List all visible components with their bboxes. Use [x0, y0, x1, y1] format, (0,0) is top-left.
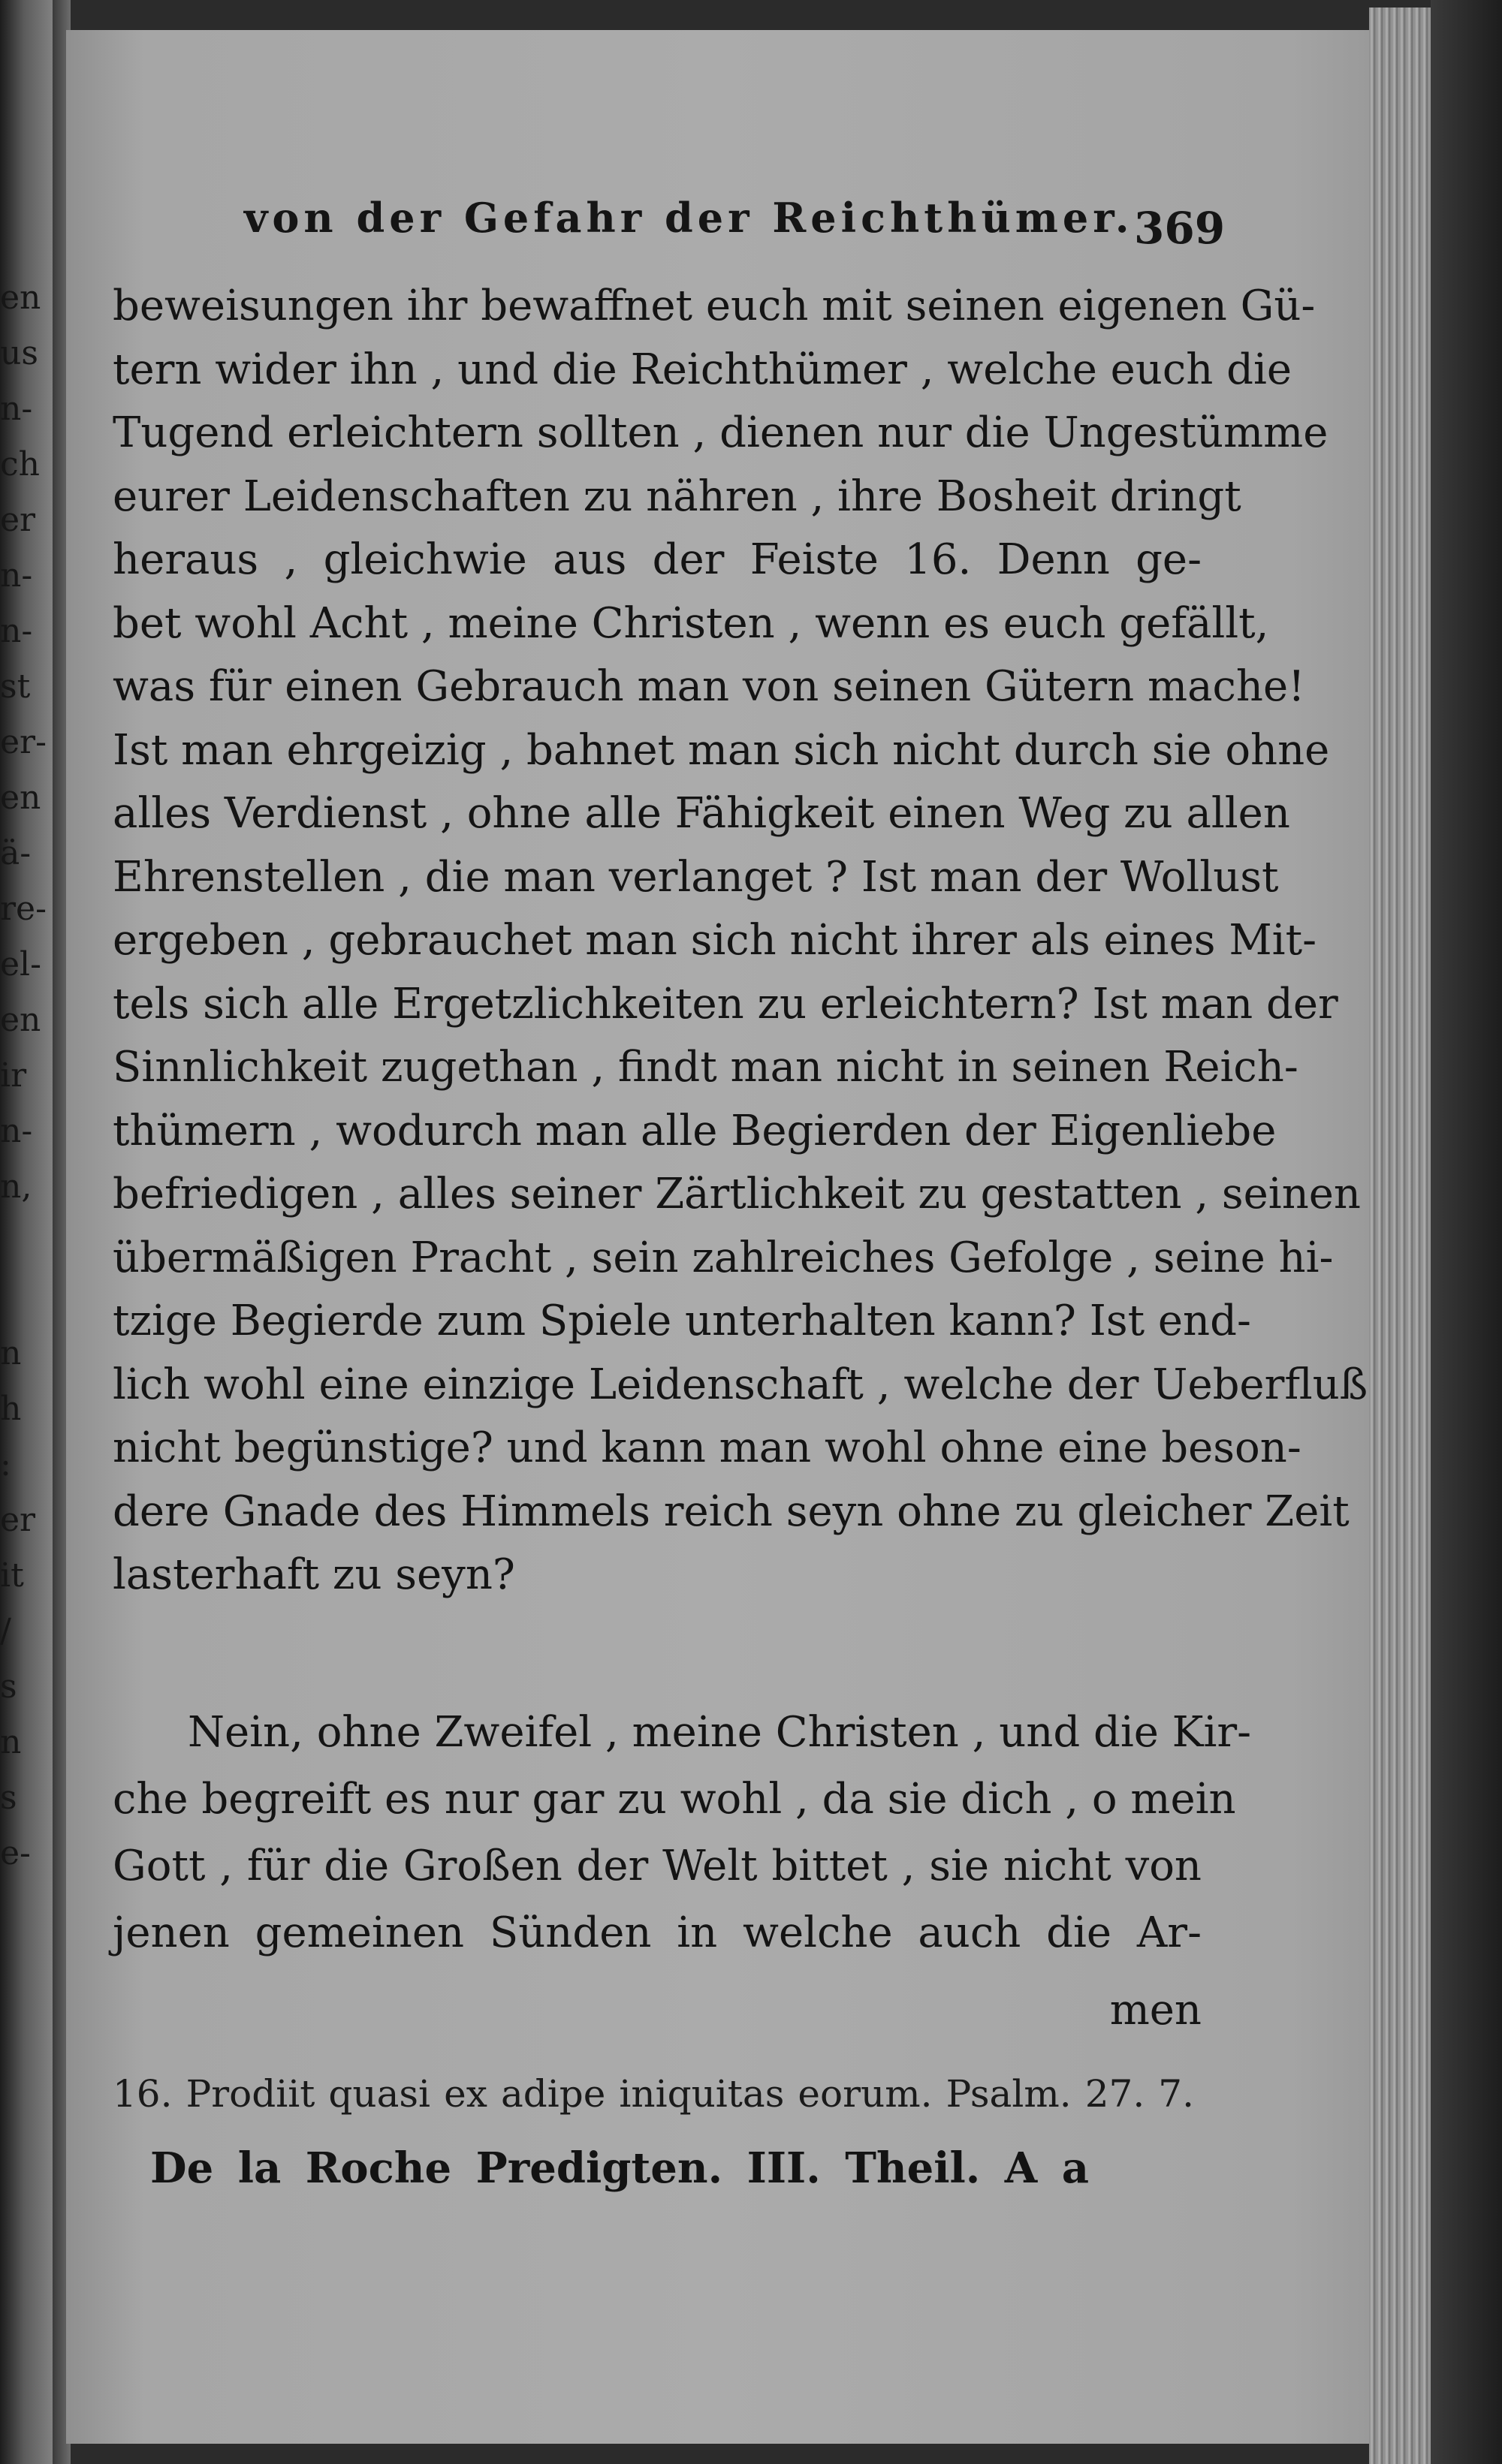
left-page-fragment: s: [0, 1779, 17, 1817]
left-page-fragment: [0, 1270, 53, 1326]
left-page-fragment: el-: [0, 945, 41, 983]
text-line: Ist man ehrgeizig , bahnet man sich nicht durch sie ohne: [113, 725, 1330, 775]
left-page-fragment: :: [0, 1445, 11, 1484]
left-page-fragment: /: [0, 1612, 11, 1650]
footnote: 16. Prodiit quasi ex adipe iniquitas eorum. Psalm. 27. 7.: [113, 2072, 1194, 2116]
running-title: von der Gefahr der Reichthümer.: [244, 194, 1134, 242]
left-page-fragment: n-: [0, 556, 33, 595]
left-page-fragment: n,: [0, 1167, 32, 1206]
left-page-fragment: ä-: [0, 834, 32, 872]
left-page-fragment: s: [0, 1667, 17, 1706]
left-page-fragment: n-: [0, 612, 33, 650]
text-line: ergeben , gebrauchet man sich nicht ihrer als eines Mit-: [113, 916, 1317, 965]
text-line: lasterhaft zu seyn?: [113, 1550, 515, 1599]
text-line: eurer Leidenschaften zu nähren , ihre Bosheit dringt: [113, 471, 1241, 521]
text-line: tzige Begierde zum Spiele unterhalten kann? Ist end-: [113, 1297, 1251, 1345]
text-line: dere Gnade des Himmels reich seyn ohne zu gleicher Zeit: [113, 1487, 1350, 1536]
left-page-fragment: n-: [0, 1112, 33, 1150]
left-page-fragment: er-: [0, 723, 47, 761]
left-page-fragment: ch: [0, 445, 40, 483]
text-line: thümern , wodurch man alle Begierden der Eigenliebe: [113, 1106, 1277, 1155]
text-line: lich wohl eine einzige Leidenschaft , welche der Ueberfluß: [113, 1360, 1368, 1409]
text-line: heraus , gleichwie aus der Feiste 16. Denn ge-: [113, 535, 1202, 584]
text-line: Nein, ohne Zweifel , meine Christen , und die Kir-: [188, 1708, 1252, 1757]
text-line: Tugend erleichtern sollten , dienen nur die Ungestümme: [113, 408, 1329, 457]
text-line: beweisungen ihr bewaffnet euch mit seinen eigenen Gü-: [113, 282, 1316, 330]
left-page-fragment: st: [0, 667, 31, 706]
left-page-fragment: er: [0, 501, 36, 539]
catchword: men: [1109, 1986, 1202, 2035]
left-page-fragment: h: [0, 1390, 22, 1428]
left-page-fragment: e-: [0, 1834, 31, 1872]
text-line: alles Verdienst , ohne alle Fähigkeit einen Weg zu allen: [113, 789, 1290, 838]
text-line: tern wider ihn , und die Reichthümer , welche euch die: [113, 345, 1292, 394]
left-page-fragment: n-: [0, 390, 33, 428]
left-page-fragment: n: [0, 1723, 22, 1761]
left-page-fragment: us: [0, 334, 38, 372]
left-page-fragment: it: [0, 1556, 24, 1595]
left-page-fragment: [0, 1215, 53, 1270]
text-line: che begreift es nur gar zu wohl , da sie dich , o mein: [113, 1775, 1236, 1824]
book-cover-right: [1431, 0, 1502, 2464]
text-line: bet wohl Acht , meine Christen , wenn es euch gefällt,: [113, 598, 1269, 648]
left-page-fragment: re-: [0, 890, 47, 928]
text-line: nicht begünstige? und kann man wohl ohne eine beson-: [113, 1423, 1301, 1472]
left-page-fragment: er: [0, 1501, 36, 1539]
left-page-fragment: n: [0, 1334, 22, 1372]
left-page-fragment: en: [0, 279, 41, 317]
text-line: befriedigen , alles seiner Zärtlichkeit zu gestatten , seinen: [113, 1170, 1361, 1218]
left-page-fragment: en: [0, 1001, 41, 1039]
text-line: Sinnlichkeit zugethan , findt man nicht in seinen Reich-: [113, 1043, 1298, 1092]
text-line: Ehrenstellen , die man verlanget ? Ist man der Wollust: [113, 852, 1279, 902]
page-number: 369: [1134, 203, 1226, 254]
left-page-fragments: [0, 270, 53, 1881]
signature-line: De la Roche Predigten. III. Theil. A a: [150, 2143, 1089, 2193]
text-line: übermäßigen Pracht , sein zahlreiches Gefolge , seine hi-: [113, 1233, 1334, 1282]
text-line: was für einen Gebrauch man von seinen Gütern mache!: [113, 662, 1305, 711]
text-line: Gott , für die Großen der Welt bittet , sie nicht von: [113, 1842, 1202, 1890]
text-line: jenen gemeinen Sünden in welche auch die Ar-: [113, 1908, 1202, 1957]
left-page-fragment: ir: [0, 1056, 27, 1095]
left-page-fragment: en: [0, 779, 41, 817]
text-line: tels sich alle Ergetzlichkeiten zu erleichtern? Ist man der: [113, 979, 1338, 1029]
